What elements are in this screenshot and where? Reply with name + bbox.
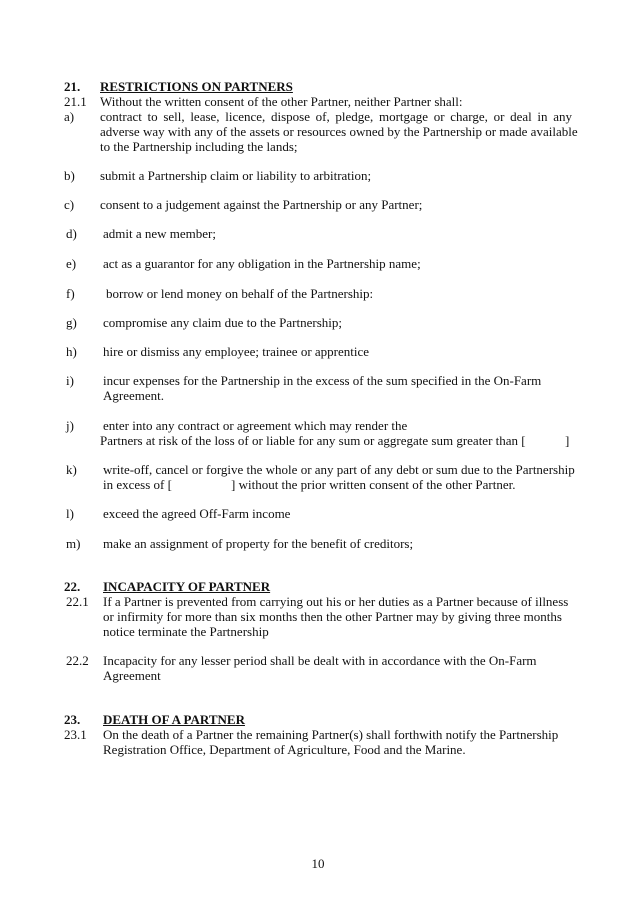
section-number: 23.	[64, 712, 81, 727]
item-line: consent to a judgement against the Partnership or any Partner;	[100, 197, 423, 212]
item-line: Partners at risk of the loss of or liable for any sum or aggregate sum greater than [	[100, 433, 526, 448]
item-label: g)	[66, 315, 77, 330]
clause-number: 22.2	[66, 653, 89, 668]
item-label: k)	[66, 462, 77, 477]
item-label: l)	[66, 506, 74, 521]
section-number: 21.	[64, 79, 81, 94]
item-label: a)	[64, 109, 75, 124]
item-line: write-off, cancel or forgive the whole or any part of any debt or sum due to the Partnership	[103, 462, 575, 477]
item-label: f)	[66, 286, 75, 301]
item-line: enter into any contract or agreement which may render the	[103, 418, 408, 433]
page-number: 10	[311, 856, 325, 871]
item-line: incur expenses for the Partnership in the excess of the sum specified in the On-Farm	[103, 373, 542, 388]
item-label: m)	[66, 536, 81, 551]
clause-number: 22.1	[66, 594, 89, 609]
item-label: h)	[66, 344, 77, 359]
item-label: d)	[66, 226, 77, 241]
section-title: INCAPACITY OF PARTNER	[103, 579, 271, 594]
item-label: c)	[64, 197, 75, 212]
item-line: submit a Partnership claim or liability to arbitration;	[100, 168, 372, 183]
item-line: to the Partnership including the lands;	[100, 139, 298, 154]
item-line: Agreement.	[103, 388, 165, 403]
item-line: ] without the prior written consent of the other Partner.	[231, 477, 516, 492]
section-title: DEATH OF A PARTNER	[103, 712, 245, 727]
item-line: contract to sell, lease, licence, dispose of, pledge, mortgage or charge, or deal in any	[100, 109, 572, 124]
item-line: act as a guarantor for any obligation in the Partnership name;	[103, 256, 421, 271]
item-line: in excess of [	[103, 477, 172, 492]
clause-line: If a Partner is prevented from carrying out his or her duties as a Partner because of illness	[103, 594, 569, 609]
item-line: admit a new member;	[103, 226, 216, 241]
item-line: make an assignment of property for the benefit of creditors;	[103, 536, 414, 551]
clause-line: Incapacity for any lesser period shall be dealt with in accordance with the On-Farm	[103, 653, 537, 668]
clause-line: notice terminate the Partnership	[103, 624, 269, 639]
item-line: exceed the agreed Off-Farm income	[103, 506, 291, 521]
item-line: hire or dismiss any employee; trainee or apprentice	[103, 344, 370, 359]
item-line: borrow or lend money on behalf of the Partnership:	[106, 286, 374, 301]
section-title: RESTRICTIONS ON PARTNERS	[100, 79, 293, 94]
section-number: 22.	[64, 579, 81, 594]
item-line: adverse way with any of the assets or resources owned by the Partnership or made available	[100, 124, 578, 139]
clause-line: Registration Office, Department of Agriculture, Food and the Marine.	[103, 742, 466, 757]
item-label: j)	[66, 418, 74, 433]
item-label: e)	[66, 256, 77, 271]
item-label: b)	[64, 168, 75, 183]
item-line: compromise any claim due to the Partnership;	[103, 315, 342, 330]
item-label: i)	[66, 373, 74, 388]
clause-number: 23.1	[64, 727, 87, 742]
clause-number: 21.1	[64, 94, 87, 109]
clause-line: Agreement	[103, 668, 161, 683]
clause-line: or infirmity for more than six months then the other Partner may by giving three months	[103, 609, 562, 624]
clause-text: Without the written consent of the other Partner, neither Partner shall:	[100, 94, 463, 109]
clause-line: On the death of a Partner the remaining Partner(s) shall forthwith notify the Partnership	[103, 727, 559, 742]
bracket-close: ]	[565, 433, 570, 448]
